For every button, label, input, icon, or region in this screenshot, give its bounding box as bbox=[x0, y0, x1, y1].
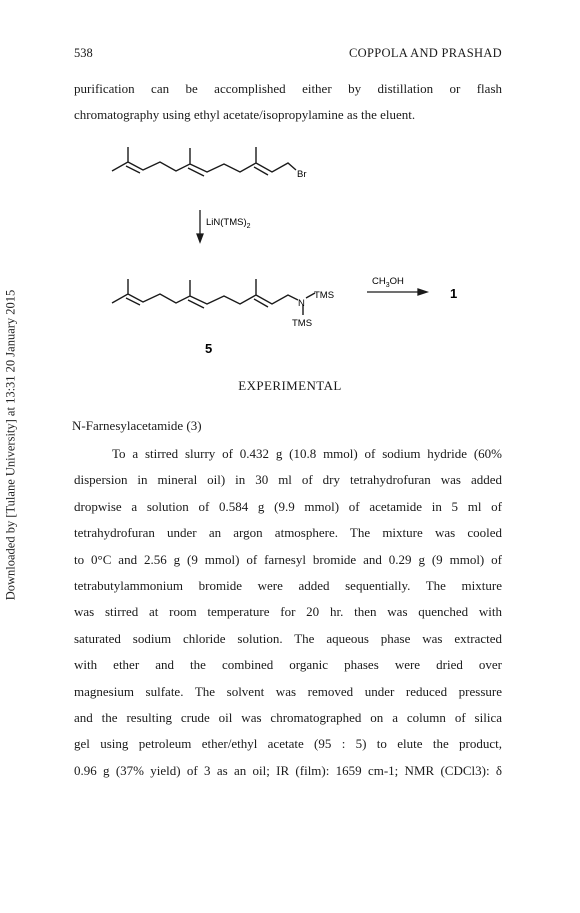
reaction-scheme bbox=[0, 0, 580, 380]
compound-heading: N-Farnesylacetamide (3) bbox=[72, 418, 202, 433]
experimental-line: to 0°C and 2.56 g (9 mmol) of farnesyl bromide and 0.29 g (9 mmol) of bbox=[74, 551, 502, 567]
silylated-amine-structure bbox=[112, 279, 315, 315]
experimental-line: gel using petroleum ether/ethyl acetate (95 : 5) to elute the product, bbox=[74, 736, 502, 752]
running-title: COPPOLA AND PRASHAD bbox=[349, 46, 502, 60]
experimental-line: magnesium sulfate. The solvent was removed under reduced pressure bbox=[74, 683, 502, 699]
experimental-line: with ether and the combined organic phases were dried over bbox=[74, 657, 502, 673]
experimental-line: saturated sodium chloride solution. The aqueous phase was extracted bbox=[74, 630, 502, 646]
experimental-line: dropwise a solution of 0.584 g (9.9 mmol) of acetamide in 5 ml of bbox=[74, 498, 502, 514]
intro-line: purification can be accomplished either by distillation or flash bbox=[74, 81, 502, 96]
reaction-arrow-1 bbox=[197, 210, 203, 242]
farnesyl-bromide-structure bbox=[112, 147, 296, 176]
experimental-line: and the resulting crude oil was chromatographed on a column of silica bbox=[74, 709, 502, 725]
compound-number-label: 5 bbox=[205, 341, 213, 356]
experimental-line: To a stirred slurry of 0.432 g (10.8 mmol) of sodium hydride (60% bbox=[112, 446, 502, 461]
download-notice-text: Downloaded by [Tulane University] at 13:31 20 January 2015 bbox=[3, 289, 18, 601]
reaction-arrow-2 bbox=[367, 289, 427, 295]
experimental-line: 0.96 g (37% yield) of 3 as an oil; IR (film): 1659 cm-1; NMR (CDCl3): δ bbox=[74, 762, 502, 778]
experimental-line: tetrahydrofuran under an argon atmosphere. The mixture was cooled bbox=[74, 525, 502, 541]
reagent-1-label: $LiN(TMS)_2$ bbox=[206, 217, 251, 230]
experimental-line: dispersion in mineral oil) in 30 ml of dry tetrahydrofuran was added bbox=[74, 472, 502, 488]
experimental-paragraph bbox=[74, 441, 502, 784]
nitrogen-label: N bbox=[298, 298, 305, 309]
experimental-line: tetrabutylammonium bromide were added sequentially. The mixture bbox=[74, 577, 502, 593]
bromine-label: Br bbox=[297, 169, 307, 180]
tms-lower-label: TMS bbox=[292, 318, 313, 329]
intro-line: chromatography using ethyl acetate/isopropylamine as the eluent. bbox=[74, 107, 416, 123]
section-heading: EXPERIMENTAL bbox=[238, 378, 342, 393]
final-product-label: 1 bbox=[450, 286, 458, 301]
reagent-2-label: $CH_3OH$ bbox=[372, 276, 404, 289]
experimental-line: was stirred at room temperature for 20 hr. then was quenched with bbox=[74, 604, 502, 620]
page-number: 538 bbox=[74, 46, 93, 60]
tms-upper-label: TMS bbox=[314, 290, 335, 301]
